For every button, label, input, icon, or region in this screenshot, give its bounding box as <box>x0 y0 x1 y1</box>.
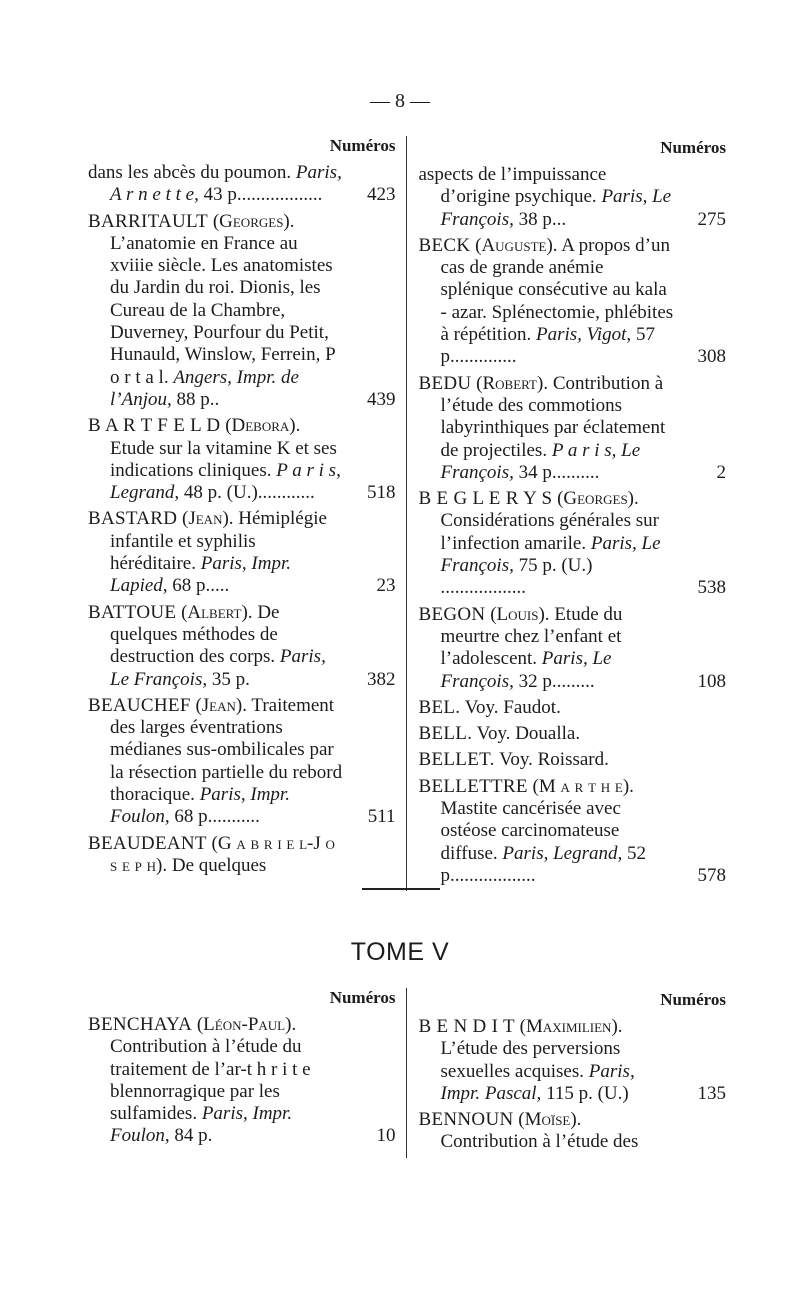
entry-text <box>88 415 346 504</box>
entry-text <box>419 604 677 693</box>
entry-name: BELL. <box>418 723 473 745</box>
entry-publisher: Paris, Impr. Pascal, <box>440 1060 635 1104</box>
entry-pages: 115 p. (U.) <box>546 1082 629 1104</box>
index-entry <box>419 164 727 231</box>
entry-text <box>88 602 346 691</box>
entry-publisher: Paris, Le François, <box>110 646 326 690</box>
entry-number: 23 <box>376 575 396 597</box>
entry-publisher: Paris, Impr. Foulon, <box>110 1103 293 1147</box>
entry-author: (Maximilien). <box>519 1016 623 1037</box>
entry-pages: 32 p......... <box>518 670 595 692</box>
entry-pages: 75 p. (U.) .................. <box>440 555 593 599</box>
left-column <box>88 136 406 891</box>
index-entry <box>88 415 396 504</box>
index-entry <box>419 235 727 369</box>
entry-title: Considérations générales sur l’infection amarile. <box>440 510 659 554</box>
index-entry <box>419 697 727 719</box>
entry-title: Contribution à l’étude des commotions labyrinthiques par éclatement de projectiles. <box>440 372 666 461</box>
entry-title: Contribution à l’étude du traitement de l’ar-t h r i t e blennorragique par les sulfamides. <box>110 1036 311 1125</box>
entry-number: 135 <box>697 1082 726 1104</box>
entry-title: De quelques méthodes de destruction des corps. <box>110 601 280 668</box>
index-entry <box>419 723 727 745</box>
entry-title: Mastite cancérisée avec ostéose carcinomateuse diffuse. <box>440 798 621 864</box>
entry-publisher: Paris, Legrand, <box>502 842 623 864</box>
index-entry <box>88 508 396 597</box>
entry-name: B E G L E R Y S <box>418 488 553 510</box>
entry-publisher: Paris, Impr. Lapied, <box>110 553 291 597</box>
entry-text <box>88 695 346 829</box>
entry-pages: 57 p.............. <box>440 324 655 368</box>
entry-pages: 34 p.......... <box>518 461 600 483</box>
index-entry <box>419 749 727 771</box>
index-section-tome-v <box>88 988 726 1158</box>
index-entry <box>419 1109 727 1154</box>
entry-author: (Léon-Paul). <box>196 1014 297 1035</box>
entry-number: 108 <box>697 670 726 692</box>
entry-name: BASTARD <box>88 508 178 530</box>
entry-name: BARRITAULT <box>88 210 209 232</box>
entry-pages: 48 p. (U.)............ <box>183 482 315 504</box>
page-number: — 8 — <box>370 90 430 112</box>
index-section-tome-iv <box>88 136 726 891</box>
entry-author: (Debora). <box>225 415 301 437</box>
entry-name: BEL. <box>418 696 461 718</box>
index-entry <box>419 488 727 599</box>
entry-name: BENCHAYA <box>88 1014 193 1035</box>
index-entry <box>419 604 727 693</box>
entry-name: BELLET. <box>418 749 495 771</box>
entry-author: (Robert). <box>476 372 549 394</box>
column-header: Numéros <box>329 988 396 1007</box>
entry-text <box>419 488 677 599</box>
entry-number: 423 <box>367 184 396 206</box>
index-entry <box>88 833 396 878</box>
entry-publisher: P a r i s, Le François, <box>440 439 641 483</box>
entry-publisher: Paris, Le François, <box>440 186 672 230</box>
entry-author: (Jean). <box>182 508 234 530</box>
entry-number: 10 <box>376 1125 396 1147</box>
entry-publisher: Paris, Le François, <box>440 532 661 577</box>
entry-author: (Jean). <box>195 694 247 716</box>
entry-text <box>88 508 346 597</box>
entry-text <box>88 833 346 878</box>
index-entry <box>88 211 396 412</box>
entry-title: A propos d’un cas de grande anémie splénique consécutive au kala - azar. Splénectomie, phlébites à répétition. <box>440 234 674 346</box>
entry-title: Contribution à l’étude des <box>440 1131 639 1153</box>
index-entry <box>88 1014 396 1148</box>
entry-title: dans les abcès du poumon. <box>88 162 292 183</box>
entry-text <box>419 164 677 231</box>
entry-text <box>419 235 677 369</box>
entry-name: BECK <box>418 234 471 256</box>
right-column <box>407 136 727 891</box>
entry-publisher: P a r i s, Legrand, <box>110 459 341 504</box>
entry-name: BEAUCHEF <box>88 694 191 716</box>
entry-name: BENNOUN <box>418 1109 514 1131</box>
entry-title: Voy. Roissard. <box>499 749 609 771</box>
entry-text <box>88 1014 346 1148</box>
entry-pages: 52 p.................. <box>440 842 646 886</box>
entry-pages: 68 p........... <box>174 806 260 828</box>
entry-pages: 38 p... <box>518 208 567 230</box>
entry-number: 518 <box>367 482 396 504</box>
index-entry <box>88 162 396 207</box>
entry-name: BEAUDEANT <box>88 832 207 854</box>
column-header: Numéros <box>329 136 396 155</box>
index-entry <box>419 776 727 887</box>
entry-name: BELLETTRE <box>418 775 528 797</box>
entry-text <box>419 1109 677 1154</box>
index-entry <box>88 695 396 829</box>
entry-name: BATTOUE <box>88 601 177 623</box>
entry-number: 2 <box>716 461 726 483</box>
entry-author: (Louis). <box>490 603 550 625</box>
index-entry <box>88 602 396 691</box>
entry-publisher: Paris, Vigot, <box>536 324 632 346</box>
entry-number: 578 <box>697 864 726 886</box>
entry-title: L’anatomie en France au xviiie siècle. Les anatomistes du Jardin du roi. Dionis, les Cureau de la Chambre, Duverney, Pourfour du Petit, Hunauld, Winslow, Ferrein, P o r t a l. <box>110 232 335 388</box>
entry-text <box>419 373 677 484</box>
entry-publisher: Angers, Impr. de l’Anjou, <box>110 366 299 410</box>
entry-author: (M a r t h e). <box>532 775 634 797</box>
entry-text <box>88 162 346 207</box>
entry-number: 439 <box>367 388 396 410</box>
tome-title: TOME V <box>350 938 450 966</box>
entry-name: B E N D I T <box>418 1016 515 1037</box>
entry-text <box>88 211 346 412</box>
index-entry <box>419 373 727 484</box>
left-column <box>88 988 406 1158</box>
entry-pages: 68 p..... <box>172 575 230 597</box>
entry-name: B A R T F E L D <box>88 415 221 437</box>
entry-author: (Georges). <box>212 210 295 232</box>
entry-title: Etude du meurtre chez l’enfant et l’adolescent. <box>440 603 623 670</box>
entry-text <box>419 749 677 771</box>
entry-title: Hémiplégie infantile et syphilis héréditaire. <box>110 508 327 575</box>
entry-pages: 84 p. <box>174 1125 213 1147</box>
entry-number: 511 <box>367 806 396 828</box>
entry-title: Etude sur la vitamine K et ses indications cliniques. <box>110 437 337 481</box>
entry-title: Traitement des larges éventrations médianes sus-ombilicales par la résection partielle du rebord thoracique. <box>110 694 343 806</box>
column-header: Numéros <box>660 990 726 1009</box>
entry-name: BEDU <box>418 372 472 394</box>
entry-pages: 88 p.. <box>176 388 220 410</box>
entry-publisher: Paris, Le François, <box>440 648 612 692</box>
entry-title: aspects de l’impuissance d’origine psychique. <box>418 164 607 208</box>
entry-number: 538 <box>697 577 726 599</box>
entry-text <box>419 1016 677 1105</box>
section-rule <box>362 888 440 890</box>
entry-pages: 35 p. <box>211 668 250 690</box>
entry-title: L’étude des perversions sexuelles acquises. <box>440 1038 621 1082</box>
entry-title: Voy. Faudot. <box>464 696 561 718</box>
entry-number: 382 <box>367 668 396 690</box>
entry-author: (Auguste). <box>475 234 558 256</box>
entry-author: (Moïse). <box>518 1109 582 1131</box>
entry-author: (Georges). <box>557 488 639 510</box>
entry-publisher: Paris, A r n e t t e, <box>110 162 342 206</box>
entry-author: (Albert). <box>181 601 253 623</box>
entry-name: BEGON <box>418 603 486 625</box>
entry-author: (G a b r i e l-J o s e p h). <box>110 832 335 876</box>
column-header: Numéros <box>660 138 726 157</box>
entry-text <box>419 723 677 745</box>
entry-number: 275 <box>697 208 726 230</box>
entry-publisher: Paris, Impr. Foulon, <box>110 784 290 828</box>
index-entry <box>419 1016 727 1105</box>
entry-title: Voy. Doualla. <box>476 723 581 745</box>
entry-text <box>419 776 677 887</box>
entry-pages: 43 p.................. <box>203 184 323 206</box>
entry-text <box>419 697 677 719</box>
entry-number: 308 <box>697 346 726 368</box>
right-column <box>407 988 727 1158</box>
entry-title: De quelques <box>171 854 267 876</box>
